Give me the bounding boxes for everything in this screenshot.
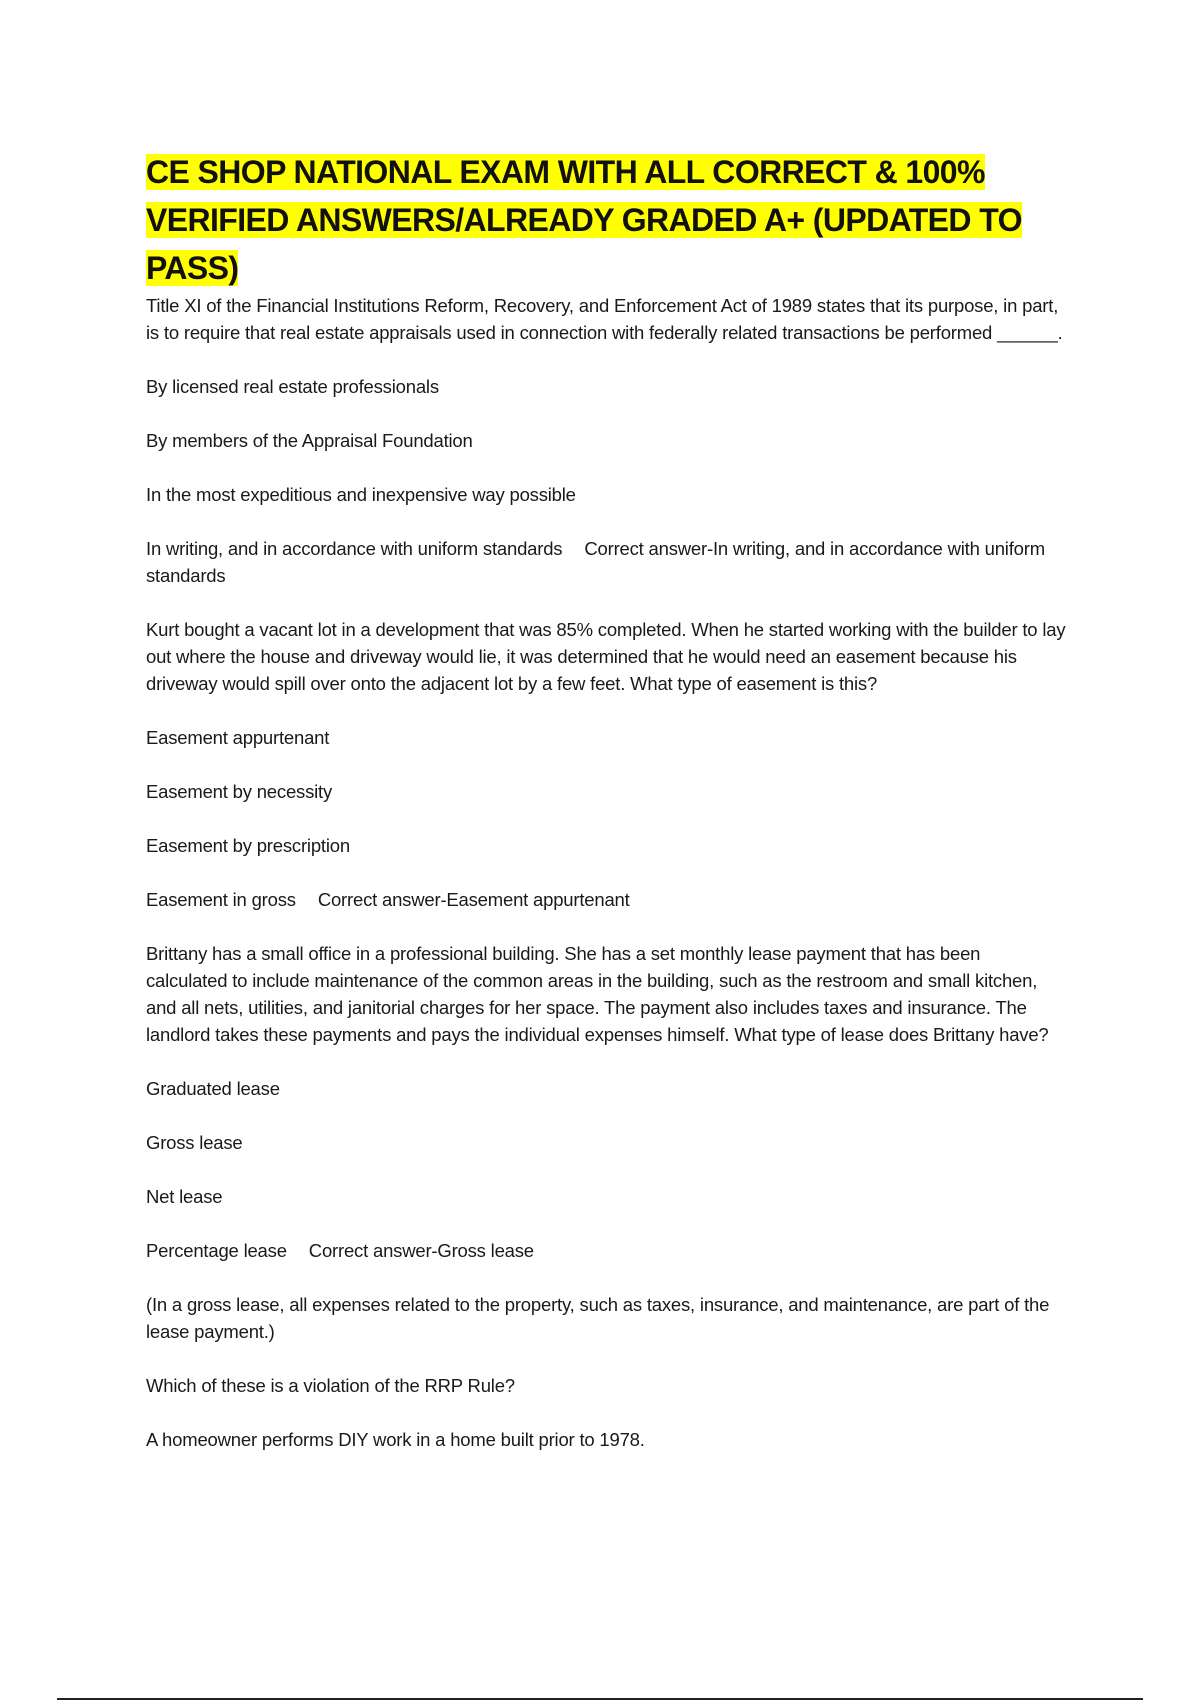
question-1-option-3: In the most expeditious and inexpensive way possible bbox=[146, 484, 576, 505]
question-1-option-4: In writing, and in accordance with uniform standards bbox=[146, 538, 563, 559]
document-title bbox=[146, 148, 1066, 292]
question-4-option-1: A homeowner performs DIY work in a home built prior to 1978. bbox=[146, 1429, 645, 1450]
question-1-prompt: Title XI of the Financial Institutions Reform, Recovery, and Enforcement Act of 1989 states that its purpose, in part, is to require that real estate appraisals used in connection with federally related transactions be performed ______. bbox=[146, 295, 1063, 343]
question-2-option-4-with-answer bbox=[146, 886, 1066, 913]
question-3-answer: Correct answer-Gross lease bbox=[308, 1240, 534, 1261]
title-highlight: CE SHOP NATIONAL EXAM WITH ALL CORRECT & 100% VERIFIED ANSWERS/ALREADY GRADED A+ (UPDATED TO PASS) bbox=[146, 154, 1022, 286]
question-3-option-4-with-answer bbox=[146, 1237, 1066, 1264]
question-2-answer: Correct answer-Easement appurtenant bbox=[317, 889, 630, 910]
question-3-prompt: Brittany has a small office in a professional building. She has a set monthly lease payment that has been calculated to include maintenance of the common areas in the building, such as the restroom and small kitchen, and all nets, utilities, and janitorial charges for her space. The payment also includes taxes and insurance. The landlord takes these payments and pays the individual expenses himself. What type of lease does Brittany have? bbox=[146, 943, 1049, 1045]
question-2-option-3: Easement by prescription bbox=[146, 835, 350, 856]
question-1-option-2: By members of the Appraisal Foundation bbox=[146, 430, 473, 451]
question-2-option-4: Easement in gross bbox=[146, 889, 296, 910]
question-1-option-4-with-answer bbox=[146, 535, 1066, 589]
question-2-prompt: Kurt bought a vacant lot in a development that was 85% completed. When he started working with the builder to lay out where the house and driveway would lie, it was determined that he would need an easement because his driveway would spill over onto the adjacent lot by a few feet. What type of easement is this? bbox=[146, 619, 1066, 694]
question-3-option-3: Net lease bbox=[146, 1186, 223, 1207]
document-content bbox=[146, 148, 1066, 1480]
question-3-explanation: (In a gross lease, all expenses related to the property, such as taxes, insurance, and maintenance, are part of the lease payment.) bbox=[146, 1294, 1050, 1342]
question-2-option-2: Easement by necessity bbox=[146, 781, 333, 802]
question-1-option-1: By licensed real estate professionals bbox=[146, 376, 439, 397]
question-1-answer: Correct answer-In writing, and in accordance with uniform standards bbox=[146, 538, 1045, 586]
question-3-option-4: Percentage lease bbox=[146, 1240, 287, 1261]
question-3-option-2: Gross lease bbox=[146, 1132, 243, 1153]
question-2-option-1: Easement appurtenant bbox=[146, 727, 330, 748]
question-4-prompt: Which of these is a violation of the RRP Rule? bbox=[146, 1375, 515, 1396]
question-3-option-1: Graduated lease bbox=[146, 1078, 280, 1099]
